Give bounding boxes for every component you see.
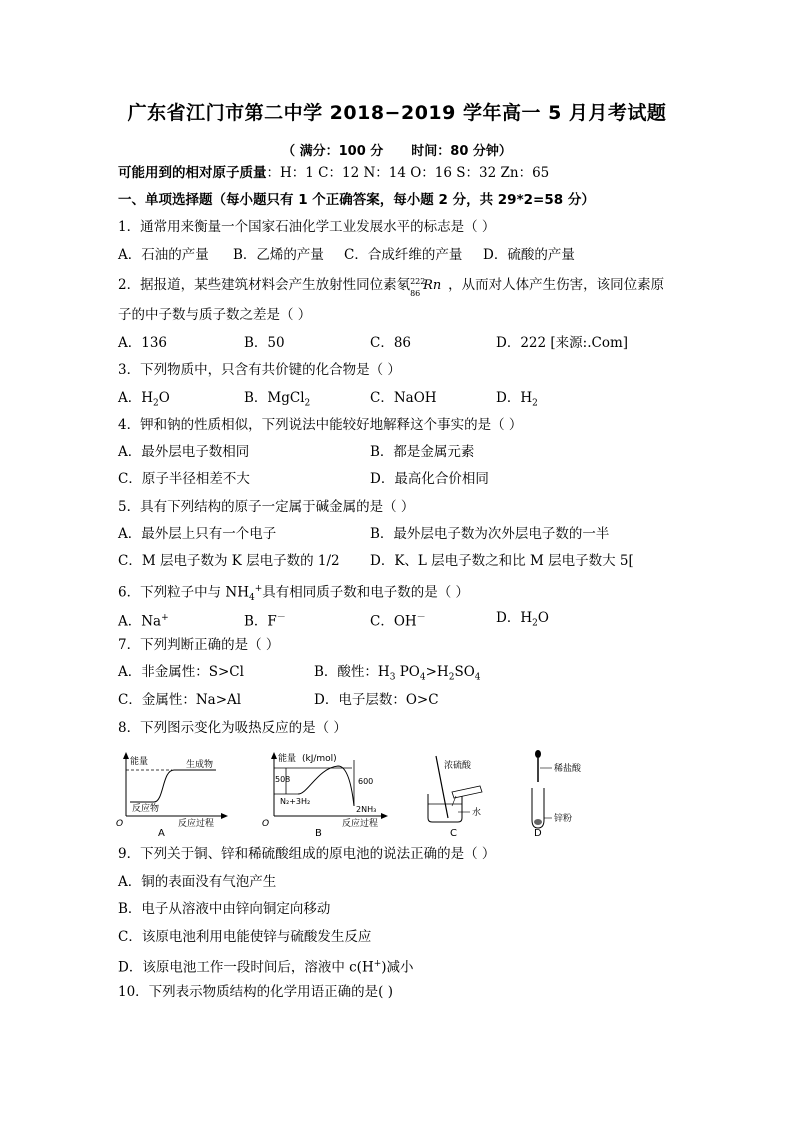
q2-option-c: C．86 bbox=[370, 335, 412, 351]
isotope-atomic-number: 86 bbox=[410, 288, 421, 298]
q9-option-a: A．铜的表面没有气泡产生 bbox=[118, 874, 277, 890]
question-1: 1．通常用来衡量一个国家石油化学工业发展水平的标志是（ ） bbox=[118, 219, 496, 235]
atomic-mass-label: 可能用到的相对原子质量 bbox=[118, 165, 267, 181]
q9-option-d: D．该原电池工作一段时间后，溶液中 c(H+)减小 bbox=[118, 959, 414, 976]
q1-option-b: B．乙烯的产量 bbox=[233, 247, 324, 263]
q7-option-c: C．金属性：Na>Al bbox=[118, 692, 242, 708]
atomic-mass-line bbox=[118, 164, 549, 182]
atomic-mass-values: ：H：1 C：12 N：14 O：16 S：32 Zn：65 bbox=[266, 165, 550, 181]
fig-d-tag: D bbox=[534, 828, 542, 838]
fig-a-tag: A bbox=[158, 828, 165, 838]
q6-option-c: C．OH－ bbox=[370, 613, 426, 630]
q6-option-b: B．F－ bbox=[244, 613, 286, 630]
fig-d-acid: 稀盐酸 bbox=[554, 764, 582, 774]
fig-d-zinc: 锌粉 bbox=[554, 814, 573, 824]
q7-option-a: A．非金属性：S>Cl bbox=[118, 664, 244, 680]
q5-option-a: A．最外层上只有一个电子 bbox=[118, 526, 277, 542]
q8-figures bbox=[112, 748, 582, 838]
fig-b-origin: O bbox=[262, 819, 270, 829]
q1-option-d: D．硫酸的产量 bbox=[483, 247, 575, 263]
isotope-mass-number: 222 bbox=[410, 276, 426, 286]
question-4: 4．钾和钠的性质相似，下列说法中能较好地解释这个事实的是（ ） bbox=[118, 417, 523, 433]
question-5: 5．具有下列结构的原子一定属于碱金属的是（ ） bbox=[118, 499, 415, 515]
question-7: 7．下列判断正确的是（ ） bbox=[118, 637, 280, 653]
q3-option-c: C．NaOH bbox=[370, 390, 437, 406]
fig-b-508: 508 bbox=[275, 775, 291, 784]
q9-option-b: B．电子从溶液中由锌向铜定向移动 bbox=[118, 901, 331, 917]
fig-c-water: 水 bbox=[472, 808, 482, 818]
fig-b-xlabel: 反应过程 bbox=[342, 819, 379, 829]
fig-a-product: 生成物 bbox=[186, 760, 214, 770]
fig-a-xlabel: 反应过程 bbox=[178, 819, 215, 829]
q1-option-a: A．石油的产量 bbox=[118, 247, 209, 263]
q2-option-a: A．136 bbox=[118, 335, 168, 351]
q2-stem-end: ，从而对人体产生伤害，该同位素原 bbox=[448, 277, 665, 293]
fig-a-reactant: 反应物 bbox=[132, 804, 160, 814]
q4-option-b: B．都是金属元素 bbox=[370, 444, 475, 460]
q2-stem-start: 2．据报道，某些建筑材料会产生放射性同位素氡 bbox=[118, 277, 411, 293]
question-2-line2: 子的中子数与质子数之差是（ ） bbox=[118, 307, 312, 323]
fig-b-unit: (kJ/mol) bbox=[302, 754, 337, 764]
question-9: 9．下列关于铜、锌和稀硫酸组成的原电池的说法正确的是（ ） bbox=[118, 846, 496, 862]
fig-b-600: 600 bbox=[358, 777, 374, 786]
q3-option-d: D．$H_2$ bbox=[496, 390, 538, 409]
q1-option-c: C．合成纤维的产量 bbox=[344, 247, 463, 263]
section-heading: 一、单项选择题（每小题只有 1 个正确答案，每小题 2 分，共 29*2=58 分） bbox=[118, 192, 595, 208]
q7-option-b: B．酸性：$H_3$ $PO_4>H_2SO_4$ bbox=[314, 664, 481, 683]
fig-a-ylabel: 能量 bbox=[130, 757, 149, 767]
fig-a-origin: O bbox=[116, 819, 124, 829]
q5-option-b: B．最外层电子数为次外层电子数的一半 bbox=[370, 526, 610, 542]
figure-b-energy-diagram bbox=[262, 752, 388, 838]
question-8: 8．下列图示变化为吸热反应的是（ ） bbox=[118, 720, 347, 736]
q2-option-b: B．50 bbox=[244, 335, 285, 351]
question-10: 10．下列表示物质结构的化学用语正确的是( ) bbox=[118, 984, 394, 1000]
question-2 bbox=[118, 276, 665, 298]
q6-option-a: A．Na+ bbox=[118, 613, 169, 630]
score-info: （ 满分：100 分 bbox=[282, 144, 384, 159]
exam-info bbox=[0, 140, 794, 159]
q4-option-d: D．最高化合价相同 bbox=[370, 471, 489, 487]
q9-option-c: C．该原电池利用电能使锌与硫酸发生反应 bbox=[118, 929, 372, 945]
q6-option-d: D．$H_2O$ bbox=[496, 610, 549, 629]
page-title: 广东省江门市第二中学 2018−2019 学年高一 5 月月考试题 bbox=[127, 102, 667, 124]
question-3: 3．下列物质中，只含有共价键的化合物是（ ） bbox=[118, 362, 401, 378]
fig-c-tag: C bbox=[450, 828, 457, 838]
question-6: 6．下列粒子中与 $NH_4^+$具有相同质子数和电子数的是（ ） bbox=[118, 584, 470, 604]
radon-isotope bbox=[410, 276, 448, 298]
q2-option-d: D．222 [来源:.Com] bbox=[496, 335, 629, 351]
fig-b-ylabel: 能量 bbox=[278, 754, 297, 764]
q4-option-c: C．原子半径相差不大 bbox=[118, 471, 250, 487]
q5-option-c: C．M 层电子数为 K 层电子数的 1/2 bbox=[118, 553, 340, 569]
q3-option-a: A．$H_2O$ bbox=[118, 390, 170, 409]
q5-option-d: D．K、L 层电子数之和比 M 层电子数大 5[ bbox=[370, 553, 634, 569]
time-info: 时间：80 分钟） bbox=[411, 144, 512, 159]
isotope-symbol: Rn bbox=[423, 277, 442, 293]
figure-d-test-tube bbox=[532, 750, 582, 838]
figure-a-energy-diagram bbox=[116, 752, 228, 838]
fig-b-product: 2NH₃ bbox=[356, 805, 377, 814]
q7-option-d: D．电子层数：O>C bbox=[314, 692, 439, 708]
fig-b-reactant: N₂+3H₂ bbox=[280, 797, 311, 806]
fig-c-acid: 浓硫酸 bbox=[444, 761, 472, 771]
q4-option-a: A．最外层电子数相同 bbox=[118, 444, 250, 460]
q3-option-b: B．MgCl$_2$ bbox=[244, 390, 311, 409]
fig-b-tag: B bbox=[315, 828, 322, 838]
figure-c-dilution-apparatus bbox=[428, 756, 482, 838]
